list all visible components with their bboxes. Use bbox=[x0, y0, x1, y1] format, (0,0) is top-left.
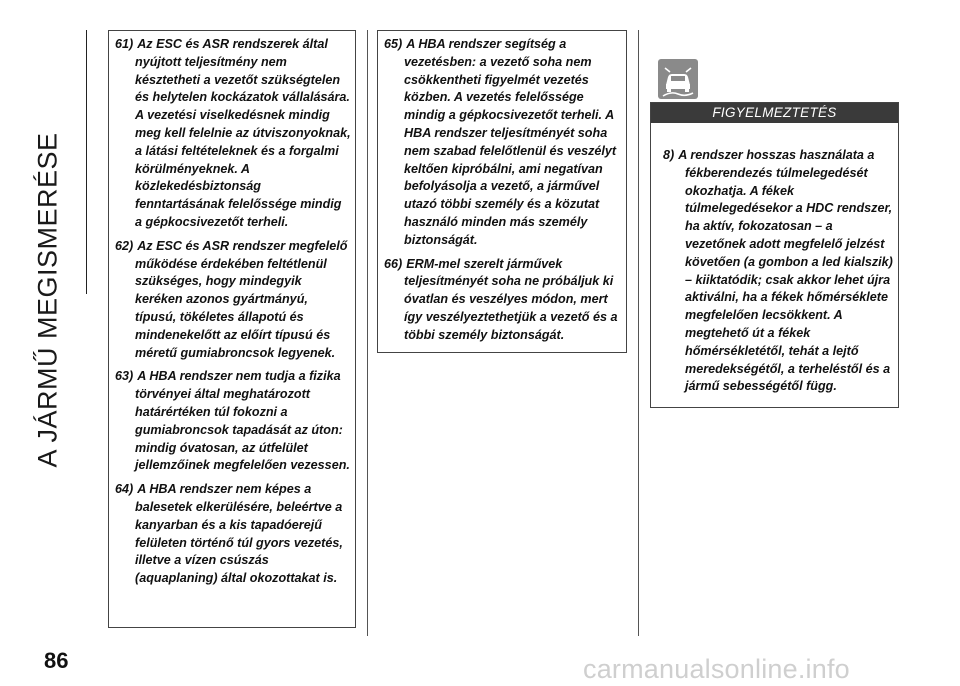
watermark: carmanualsonline.info bbox=[583, 654, 850, 684]
note-number: 62) bbox=[115, 238, 134, 253]
car-warning-icon bbox=[657, 58, 699, 100]
middle-notes-list bbox=[378, 31, 626, 345]
column-divider bbox=[638, 30, 639, 636]
note-number: 8) bbox=[663, 148, 675, 162]
note-number: 64) bbox=[115, 482, 134, 497]
column-divider bbox=[367, 30, 368, 636]
note-number: 65) bbox=[384, 37, 403, 51]
left-notes-list bbox=[109, 31, 355, 588]
note-text: A rendszer hosszas használata a fékberendezés túlmelegedését okozhatja. A fékek túlmelegedésekor a HDC rendszer, ha aktív, fokozatosan – a vezetőnek adott megfelelő jelzést követően (a gombon a led kialszik) – kiiktatódik; csak akkor lehet újra aktiválni, ha a fékek hőmérséklete megfelelően lecsökkent. A megtehető út a fékek hőmérsékletétől, tehát a lejtő meredekségétől, a terheléstől és a jármű sebességétől függ. bbox=[678, 148, 893, 394]
middle-notes-box bbox=[377, 30, 627, 353]
section-title: A JÁRMŰ MEGISMERÉSE bbox=[32, 132, 63, 468]
note-66 bbox=[384, 256, 622, 345]
note-text: Az ESC és ASR rendszer megfelelő működése érdekében feltétlenül szükséges, hogy mindegyik keréken azonos gyártmányú, típusú, tökéletes állapotú és mindenekelőtt az előírt típusú és méretű gumiabroncsok legyenek. bbox=[135, 238, 348, 360]
note-61 bbox=[115, 36, 351, 232]
note-62 bbox=[115, 238, 351, 363]
warning-notes-list bbox=[651, 123, 898, 396]
page-number: 86 bbox=[44, 648, 69, 673]
note-text: A HBA rendszer segítség a vezetésben: a vezető soha nem csökkentheti figyelmét vezetés közben. A vezetés felelőssége mindig a gépkocsivezetőt terheli. A HBA rendszer teljesítményét soha nem szabad felelőtlenül és veszélyt keltően kipróbálni, ami negatívan befolyásolja a vezető, a járművel utazó többi személy és a közutat használó minden más személy biztonságát. bbox=[404, 37, 617, 247]
warning-note-8 bbox=[657, 147, 894, 396]
note-number: 61) bbox=[115, 37, 134, 51]
note-text: A HBA rendszer nem képes a balesetek elkerülésére, beleértve a kanyarban és a kis tapadóerejű felületen történő túl gyors vezetés, illetve a vízen csúszás (aquaplaning) által okozottakat is. bbox=[135, 482, 343, 586]
warning-box bbox=[650, 102, 899, 408]
note-number: 63) bbox=[115, 369, 134, 384]
note-63 bbox=[115, 368, 351, 475]
note-65 bbox=[384, 36, 622, 250]
note-number: 66) bbox=[384, 256, 403, 271]
warning-title: FIGYELMEZTETÉS bbox=[651, 103, 898, 123]
note-text: Az ESC és ASR rendszerek által nyújtott teljesítmény nem késztetheti a vezetőt szükségtelen és helytelen kockázatok vállalására. A vezetési viselkedésnek mindig meg kell felelnie az útviszonyoknak, a látási feltételeknek és a forgalmi körülményeknek. A közlekedésbiztonság fenntartásának felelőssége mindig a gépkocsivezetőt terheli. bbox=[135, 37, 351, 229]
left-notes-box bbox=[108, 30, 356, 628]
note-text: A HBA rendszer nem tudja a fizika törvényei által meghatározott határértéken túl fokozni a gumiabroncsok tapadását az úton: mindig óvatosan, az útfelület jellemzőinek megfelelően vezessen. bbox=[135, 369, 350, 473]
section-rule bbox=[86, 30, 87, 294]
note-text: ERM-mel szerelt járművek teljesítményét soha ne próbáljuk ki óvatlan és veszélyes módon, mert így veszélyeztethetjük a vezető és a többi személy biztonságát. bbox=[404, 256, 618, 342]
note-64 bbox=[115, 481, 351, 588]
